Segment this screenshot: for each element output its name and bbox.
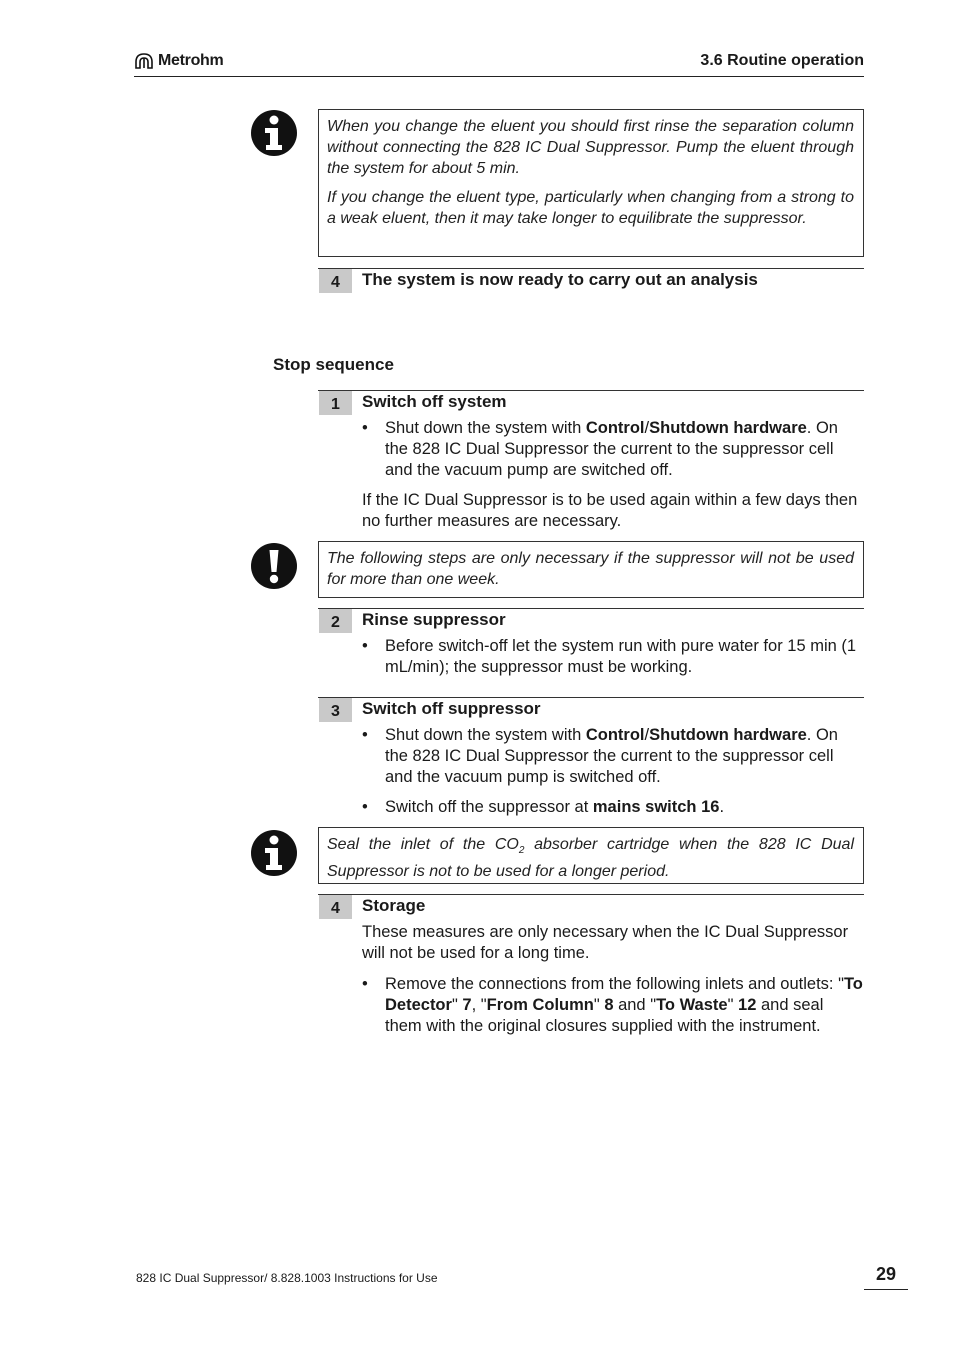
eluent-note-text-1: When you change the eluent you should first rinse the separation column without connecting the 828 IC Dual Suppressor. Pump the eluent through the system for about 5 min.: [327, 118, 854, 177]
step-number: 4: [319, 269, 352, 293]
bullet-dot: •: [362, 419, 368, 437]
menu-reference: Control: [585, 419, 645, 437]
bullet-text: Before switch-off let the system run with pure water for 15 min (1 mL/min); the suppressor must be working.: [385, 637, 857, 676]
menu-reference: Shutdown hardware: [649, 419, 807, 437]
eluent-note-text-2: If you change the eluent type, particularly when changing from a strong to a weak eluent, then it may take longer to equilibrate the suppressor.: [327, 189, 854, 227]
step-paragraph: These measures are only necessary when the IC Dual Suppressor will not be used for a long time.: [362, 923, 849, 962]
warning-note-text: The following steps are only necessary if the suppressor will not be used for more than one week.: [327, 550, 854, 588]
brand-logo: [134, 50, 223, 72]
eluent-note: [318, 109, 864, 257]
bullet-item: [362, 636, 864, 678]
bullet-item: [362, 418, 864, 481]
bullet-text: Remove the connections from the following inlets and outlets: "To Detector" 7, "From Column" 8 and "To Waste" 12 and seal them with the original closures supplied with the instrument.: [385, 975, 863, 1035]
metrohm-logo-icon: [134, 52, 154, 70]
info-icon: [250, 829, 298, 877]
bullet-dot: •: [362, 975, 368, 993]
footer-document-title: 828 IC Dual Suppressor/ 8.828.1003 Instructions for Use: [136, 1271, 438, 1285]
bullet-text: Switch off the suppressor at mains switch 16.: [385, 798, 725, 816]
stop-sequence-heading: Stop sequence: [273, 355, 394, 374]
bullet-dot: •: [362, 726, 368, 744]
step-title: Switch off system: [362, 392, 507, 411]
info-icon: [250, 109, 298, 157]
menu-reference: Shutdown hardware: [649, 726, 807, 744]
bullet-item: [362, 797, 864, 818]
step-title: Rinse suppressor: [362, 610, 506, 629]
seal-note-text: Seal the inlet of the $CO_2$ absorber cartridge when the 828 IC Dual Suppressor is not to be used for a longer period.: [327, 836, 854, 881]
section-title: 3.6 Routine operation: [700, 52, 864, 69]
step-paragraph: If the IC Dual Suppressor is to be used again within a few days then no further measures are necessary.: [362, 491, 858, 530]
footer-divider: [864, 1289, 908, 1290]
bullet-text: Shut down the system with Control/Shutdown hardware. On the 828 IC Dual Suppressor the current to the suppressor cell and the vacuum pump is switched off.: [385, 726, 838, 786]
warning-icon: [250, 542, 298, 590]
brand-name: Metrohm: [158, 52, 224, 69]
step-title: The system is now ready to carry out an analysis: [362, 270, 758, 289]
bullet-item: [362, 725, 864, 788]
header-divider: [134, 76, 864, 77]
step-number: 4: [319, 895, 352, 919]
seal-note: [318, 827, 864, 884]
bullet-text: Shut down the system with Control/Shutdown hardware. On the 828 IC Dual Suppressor the current to the suppressor cell and the vacuum pump are switched off.: [385, 419, 838, 479]
menu-reference: Control: [585, 726, 645, 744]
step-title: Switch off suppressor: [362, 699, 541, 718]
step-number: 1: [319, 391, 352, 415]
bullet-item: [362, 974, 864, 1058]
switch-reference: mains switch 16: [592, 798, 720, 816]
bullet-dot: •: [362, 637, 368, 655]
page-number: 29: [875, 1264, 897, 1284]
step-number: 3: [319, 698, 352, 722]
bullet-dot: •: [362, 798, 368, 816]
warning-note: [318, 541, 864, 598]
step-title: Storage: [362, 896, 426, 915]
step-number: 2: [319, 609, 352, 633]
